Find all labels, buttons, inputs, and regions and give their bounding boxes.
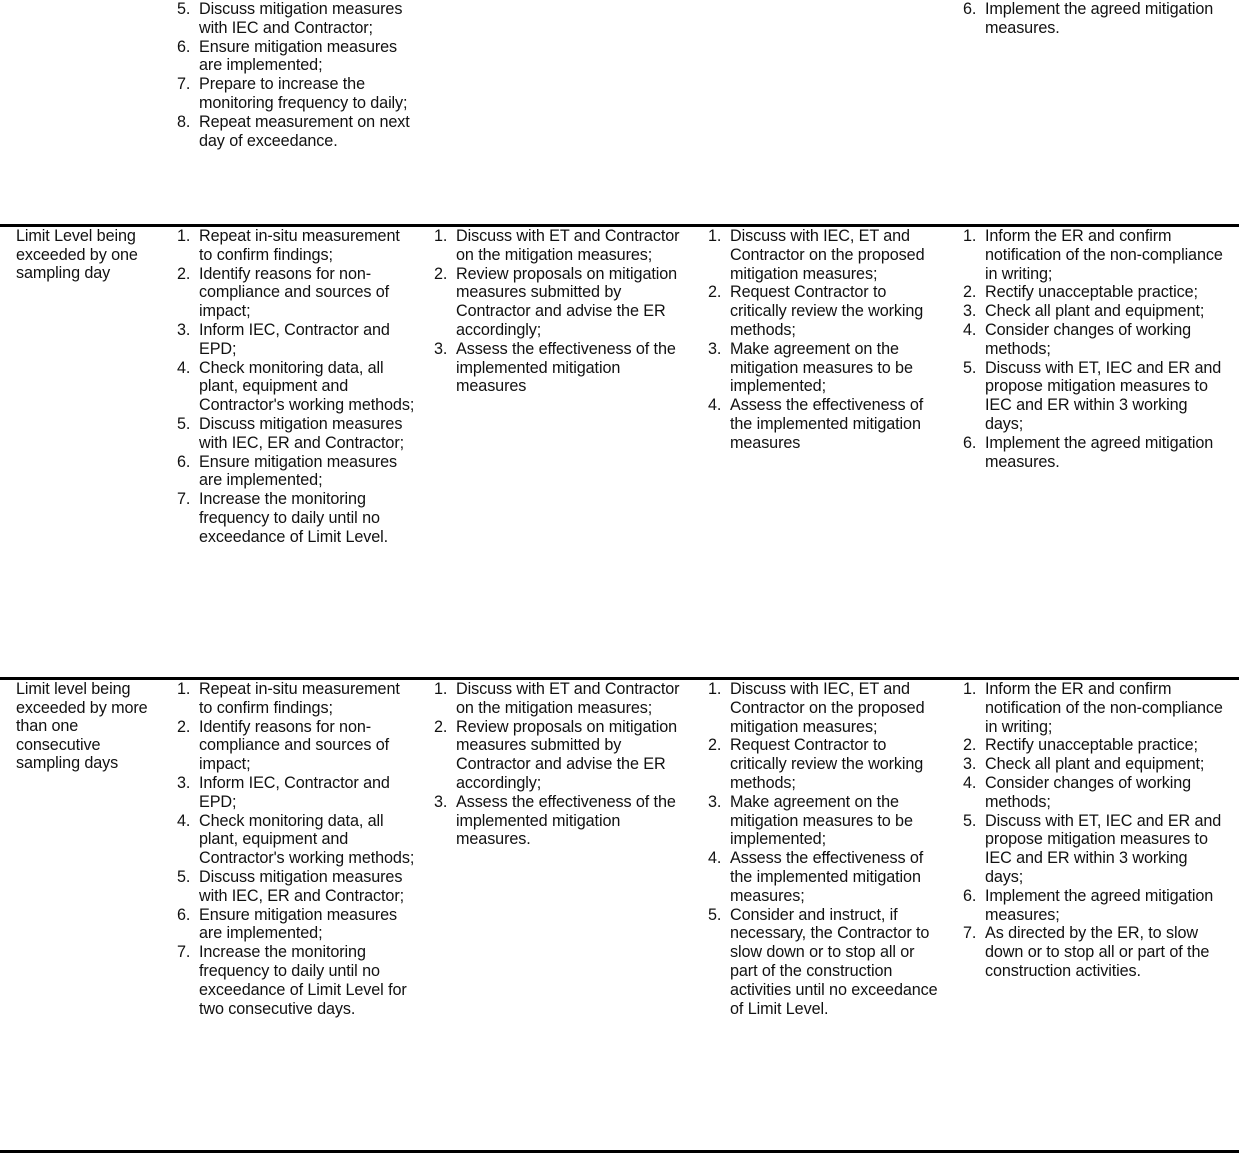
step-text: Check monitoring data, all plant, equipment and Contractor's working methods;: [199, 811, 415, 868]
action-step: [432, 718, 692, 793]
step-text: Request Contractor to critically review the working methods;: [730, 736, 924, 792]
iec-actions: [432, 680, 692, 849]
step-text: Check all plant and equipment;: [985, 302, 1205, 321]
step-number: 1.: [177, 680, 191, 698]
step-number: 4.: [708, 396, 722, 415]
step-number: 1.: [963, 227, 977, 245]
contractor-actions: [961, 227, 1229, 471]
step-number: 2.: [963, 283, 977, 302]
action-step: [961, 302, 1229, 321]
action-step: [175, 0, 415, 38]
action-step: [961, 887, 1229, 925]
step-text: Repeat measurement on next day of exceedance.: [199, 112, 410, 150]
step-text: Consider and instruct, if necessary, the Contractor to slow down or to stop all or part of the construction activities until no exceedance of Limit Level.: [730, 905, 938, 1018]
action-step: [961, 774, 1229, 812]
action-step: [706, 906, 946, 1019]
step-text: Discuss with IEC, ET and Contractor on the proposed mitigation measures;: [730, 680, 925, 736]
step-number: 1.: [434, 680, 448, 698]
step-number: 6.: [963, 0, 977, 18]
action-step: [961, 812, 1229, 887]
action-step: [961, 321, 1229, 359]
step-number: 3.: [963, 755, 977, 774]
step-text: Identify reasons for non-compliance and sources of impact;: [199, 717, 390, 774]
step-number: 7.: [177, 490, 191, 509]
contractor-actions: [961, 680, 1229, 981]
step-text: Assess the effectiveness of the implemented mitigation measures.: [456, 792, 676, 849]
step-text: Ensure mitigation measures are implemented;: [199, 452, 398, 490]
step-text: Repeat in-situ measurement to confirm findings;: [199, 680, 400, 717]
step-number: 6.: [963, 886, 977, 905]
iec-actions: [432, 227, 692, 396]
action-step: [175, 680, 415, 718]
step-text: Assess the effectiveness of the implemented mitigation measures;: [730, 849, 924, 905]
step-number: 1.: [708, 680, 722, 698]
step-number: 3.: [177, 773, 191, 792]
step-number: 6.: [177, 452, 191, 471]
step-number: 5.: [177, 414, 191, 433]
step-number: 3.: [708, 339, 722, 358]
step-number: 5.: [963, 358, 977, 377]
step-text: Discuss with ET and Contractor on the mitigation measures;: [456, 680, 680, 717]
step-text: Discuss with ET, IEC and ER and propose mitigation measures to IEC and ER within 3 working days;: [985, 358, 1222, 433]
step-text: Consider changes of working methods;: [985, 320, 1192, 358]
action-step: [432, 265, 692, 340]
step-text: Make agreement on the mitigation measures to be implemented;: [730, 792, 913, 849]
step-text: Assess the effectiveness of the implemented mitigation measures: [456, 339, 676, 396]
step-text: Consider changes of working methods;: [985, 773, 1192, 811]
action-step: [175, 75, 415, 113]
action-step: [961, 680, 1229, 736]
step-number: 6.: [177, 37, 191, 56]
step-text: Inform IEC, Contractor and EPD;: [199, 773, 390, 811]
action-step: [175, 227, 415, 265]
action-step: [175, 868, 415, 906]
er-actions: [706, 227, 946, 453]
event-condition: Limit level being exceeded by more than one consecutive sampling days: [16, 680, 148, 773]
step-number: 1.: [963, 680, 977, 698]
action-step: [175, 265, 415, 321]
step-number: 4.: [708, 849, 722, 868]
step-text: Review proposals on mitigation measures submitted by Contractor and advise the ER accordingly;: [456, 717, 678, 792]
action-step: [706, 283, 946, 339]
action-step: [706, 396, 946, 452]
action-step: [175, 774, 415, 812]
step-text: Prepare to increase the monitoring frequency to daily;: [199, 75, 408, 112]
step-text: Inform IEC, Contractor and EPD;: [199, 320, 390, 358]
action-step: [706, 793, 946, 849]
step-text: Review proposals on mitigation measures submitted by Contractor and advise the ER accordingly;: [456, 264, 678, 339]
action-step: [961, 359, 1229, 434]
step-text: As directed by the ER, to slow down or to stop all or part of the construction activities.: [985, 924, 1210, 980]
action-step: [961, 755, 1229, 774]
action-step: [175, 906, 415, 944]
action-step: [706, 340, 946, 396]
step-number: 4.: [177, 811, 191, 830]
step-number: 3.: [434, 339, 448, 358]
step-number: 6.: [963, 433, 977, 452]
step-text: Assess the effectiveness of the implemented mitigation measures: [730, 396, 924, 452]
action-step: [706, 736, 946, 792]
action-step: [175, 943, 415, 1018]
et-actions: [175, 227, 415, 547]
step-text: Discuss mitigation measures with IEC, ER and Contractor;: [199, 867, 405, 905]
step-number: 5.: [708, 905, 722, 924]
step-number: 1.: [708, 227, 722, 245]
step-number: 4.: [963, 773, 977, 792]
step-text: Increase the monitoring frequency to daily until no exceedance of Limit Level for two consecutive days.: [199, 943, 407, 1018]
event-condition: Limit Level being exceeded by one sampling day: [16, 227, 138, 283]
step-text: Discuss mitigation measures with IEC, ER and Contractor;: [199, 414, 405, 452]
action-step: [432, 227, 692, 265]
et-actions: [175, 0, 415, 150]
action-step: [432, 793, 692, 849]
step-text: Discuss mitigation measures with IEC and Contractor;: [199, 0, 403, 37]
step-number: 1.: [434, 227, 448, 245]
action-step: [961, 924, 1229, 980]
action-step: [432, 680, 692, 718]
step-text: Ensure mitigation measures are implemented;: [199, 37, 398, 75]
step-number: 5.: [177, 0, 191, 18]
step-text: Discuss with IEC, ET and Contractor on the proposed mitigation measures;: [730, 227, 925, 283]
action-step: [432, 340, 692, 396]
step-number: 2.: [708, 736, 722, 755]
step-text: Identify reasons for non-compliance and sources of impact;: [199, 264, 390, 321]
step-number: 3.: [708, 792, 722, 811]
action-step: [175, 321, 415, 359]
step-number: 2.: [177, 717, 191, 736]
step-number: 2.: [708, 283, 722, 302]
action-step: [961, 283, 1229, 302]
step-text: Inform the ER and confirm notification of the non-compliance in writing;: [985, 227, 1223, 283]
step-number: 2.: [963, 736, 977, 755]
step-text: Implement the agreed mitigation measures.: [985, 0, 1214, 37]
step-text: Discuss with ET, IEC and ER and propose mitigation measures to IEC and ER within 3 working days;: [985, 811, 1222, 886]
step-number: 3.: [434, 792, 448, 811]
step-text: Discuss with ET and Contractor on the mitigation measures;: [456, 227, 680, 264]
action-step: [175, 490, 415, 546]
action-step: [175, 359, 415, 415]
step-number: 2.: [434, 264, 448, 283]
action-step: [706, 849, 946, 905]
step-number: 3.: [177, 320, 191, 339]
er-actions: [706, 680, 946, 1018]
et-actions: [175, 680, 415, 1018]
step-number: 7.: [177, 943, 191, 962]
step-text: Ensure mitigation measures are implemented;: [199, 905, 398, 943]
action-step: [961, 227, 1229, 283]
step-number: 1.: [177, 227, 191, 245]
step-text: Request Contractor to critically review the working methods;: [730, 283, 924, 339]
step-number: 2.: [434, 717, 448, 736]
action-step: [175, 415, 415, 453]
step-number: 2.: [177, 264, 191, 283]
step-text: Increase the monitoring frequency to daily until no exceedance of Limit Level.: [199, 490, 389, 546]
step-text: Make agreement on the mitigation measures to be implemented;: [730, 339, 913, 396]
action-step: [175, 453, 415, 491]
action-step: [961, 736, 1229, 755]
step-number: 4.: [963, 320, 977, 339]
step-number: 5.: [177, 867, 191, 886]
step-number: 7.: [963, 924, 977, 943]
action-step: [175, 113, 415, 151]
step-text: Check all plant and equipment;: [985, 755, 1205, 774]
step-text: Implement the agreed mitigation measures;: [985, 886, 1214, 924]
action-step: [961, 0, 1229, 38]
action-step: [175, 718, 415, 774]
step-number: 8.: [177, 112, 191, 131]
step-number: 4.: [177, 358, 191, 377]
action-step: [175, 812, 415, 868]
step-text: Rectify unacceptable practice;: [985, 283, 1198, 302]
action-step: [706, 680, 946, 736]
step-text: Check monitoring data, all plant, equipment and Contractor's working methods;: [199, 358, 415, 415]
step-number: 3.: [963, 302, 977, 321]
action-step: [175, 38, 415, 76]
contractor-actions: [961, 0, 1229, 38]
action-step: [706, 227, 946, 283]
step-text: Repeat in-situ measurement to confirm findings;: [199, 227, 400, 264]
step-text: Rectify unacceptable practice;: [985, 736, 1198, 755]
step-number: 7.: [177, 75, 191, 94]
step-number: 5.: [963, 811, 977, 830]
step-text: Inform the ER and confirm notification of the non-compliance in writing;: [985, 680, 1223, 736]
step-number: 6.: [177, 905, 191, 924]
step-text: Implement the agreed mitigation measures.: [985, 433, 1214, 471]
action-step: [961, 434, 1229, 472]
